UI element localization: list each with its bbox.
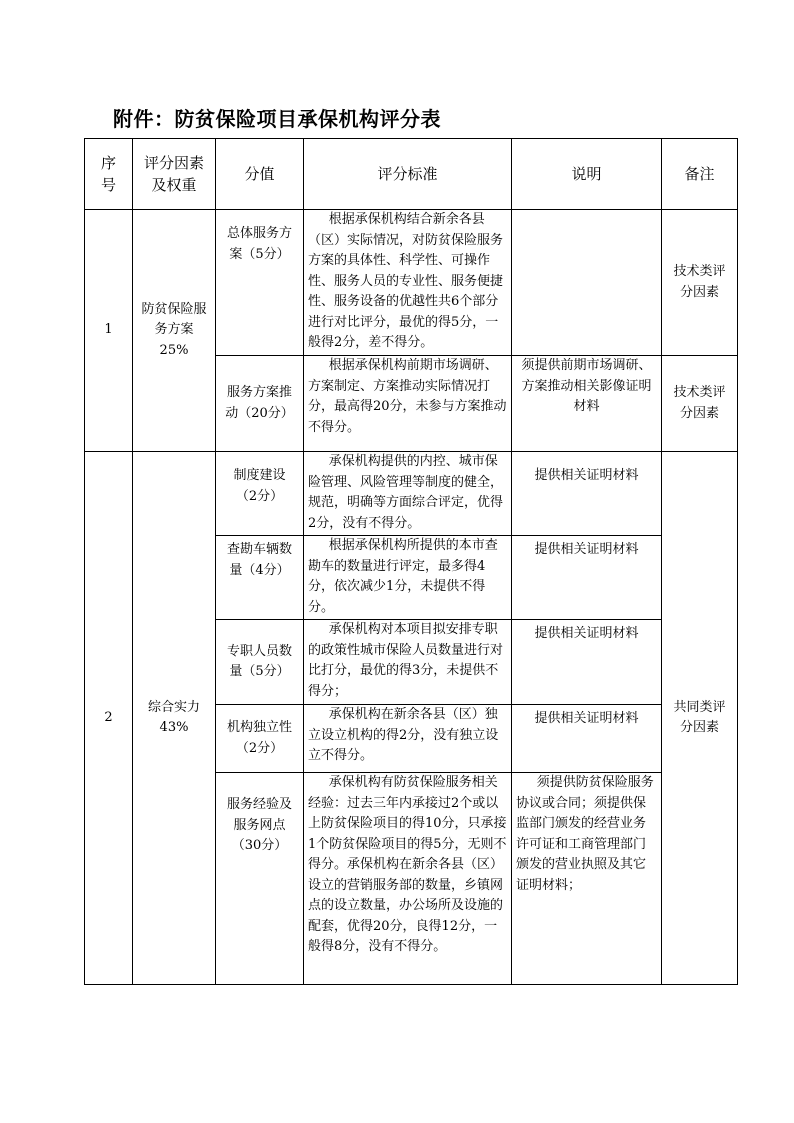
group1-no: 1 (85, 210, 133, 452)
score-cell: 制度建设（2分） (216, 452, 304, 536)
note-cell: 提供相关证明材料 (512, 536, 662, 620)
note-cell: 提供相关证明材料 (512, 620, 662, 705)
score-cell: 服务经验及服务网点（30分） (216, 773, 304, 985)
header-no: 序号 (85, 139, 133, 210)
criteria-text: 承保机构有防贫保险服务相关经验：过去三年内承接过2个或以上防贫保险项目的得10分，只承接1个防贫保险项目的得5分，无则不得分。承保机构在新余各县（区）设立的营销服务部的数量，乡镇网点的设立数量，办公场所及设施的配套，优得20分，良得12分，一般得8分，没有不得分。 (308, 775, 507, 954)
criteria-text: 承保机构提供的内控、城市保险管理、风险管理等制度的健全，规范，明确等方面综合评定，优得2分，没有不得分。 (308, 454, 504, 531)
score-cell: 专职人员数量（5分） (216, 620, 304, 705)
note-cell (512, 773, 662, 985)
note-cell: 提供相关证明材料 (512, 705, 662, 773)
criteria-cell (304, 452, 512, 536)
group1-factor: 防贫保险服务方案25% (133, 210, 216, 452)
criteria-cell (304, 620, 512, 705)
criteria-cell (304, 536, 512, 620)
criteria-cell (304, 773, 512, 985)
header-score: 分值 (216, 139, 304, 210)
score-cell: 查勘车辆数量（4分） (216, 536, 304, 620)
criteria-text: 承保机构对本项目拟安排专职的政策性城市保险人员数量进行对比打分，最优的得3分，未提供不得分； (308, 622, 504, 699)
group2-remark: 共同类评分因素 (662, 452, 738, 985)
remark-cell: 技术类评分因素 (662, 210, 738, 356)
header-factor: 评分因素及权重 (133, 139, 216, 210)
note-cell: 须提供前期市场调研、方案推动相关影像证明材料 (512, 356, 662, 452)
page-title: 附件：防贫保险项目承保机构评分表 (113, 107, 441, 131)
header-row (85, 139, 738, 210)
header-criteria: 评分标准 (304, 139, 512, 210)
note-cell (512, 210, 662, 356)
group2-no: 2 (85, 452, 133, 985)
group2-factor: 综合实力43% (133, 452, 216, 985)
table-row (85, 452, 738, 536)
remark-cell: 技术类评分因素 (662, 356, 738, 452)
score-cell: 服务方案推动（20分） (216, 356, 304, 452)
header-remark: 备注 (662, 139, 738, 210)
note-text: 须提供防贫保险服务协议或合同；须提供保监部门颁发的经营业务许可证和工商管理部门颁发的营业执照及其它证明材料； (516, 775, 654, 893)
table-row (85, 210, 738, 356)
criteria-cell (304, 356, 512, 452)
criteria-text: 根据承保机构结合新余各县（区）实际情况，对防贫保险服务方案的具体性、科学性、可操作性、服务人员的专业性、服务便捷性、服务设备的优越性共6个部分进行对比评分，最优的得5分，一般得2分，差不得分。 (308, 212, 504, 350)
score-cell: 机构独立性（2分） (216, 705, 304, 773)
criteria-text: 承保机构在新余各县（区）独立设立机构的得2分，没有独立设立不得分。 (308, 707, 499, 763)
criteria-text: 根据承保机构前期市场调研、方案制定、方案推动实际情况打分，最高得20分，未参与方案推动不得分。 (308, 358, 507, 435)
scoring-table (84, 138, 738, 985)
header-note: 说明 (512, 139, 662, 210)
criteria-cell (304, 210, 512, 356)
criteria-cell (304, 705, 512, 773)
score-cell: 总体服务方案（5分） (216, 210, 304, 356)
note-cell: 提供相关证明材料 (512, 452, 662, 536)
criteria-text: 根据承保机构所提供的本市查勘车的数量进行评定，最多得4分，依次减少1分，未提供不得分。 (308, 538, 498, 615)
